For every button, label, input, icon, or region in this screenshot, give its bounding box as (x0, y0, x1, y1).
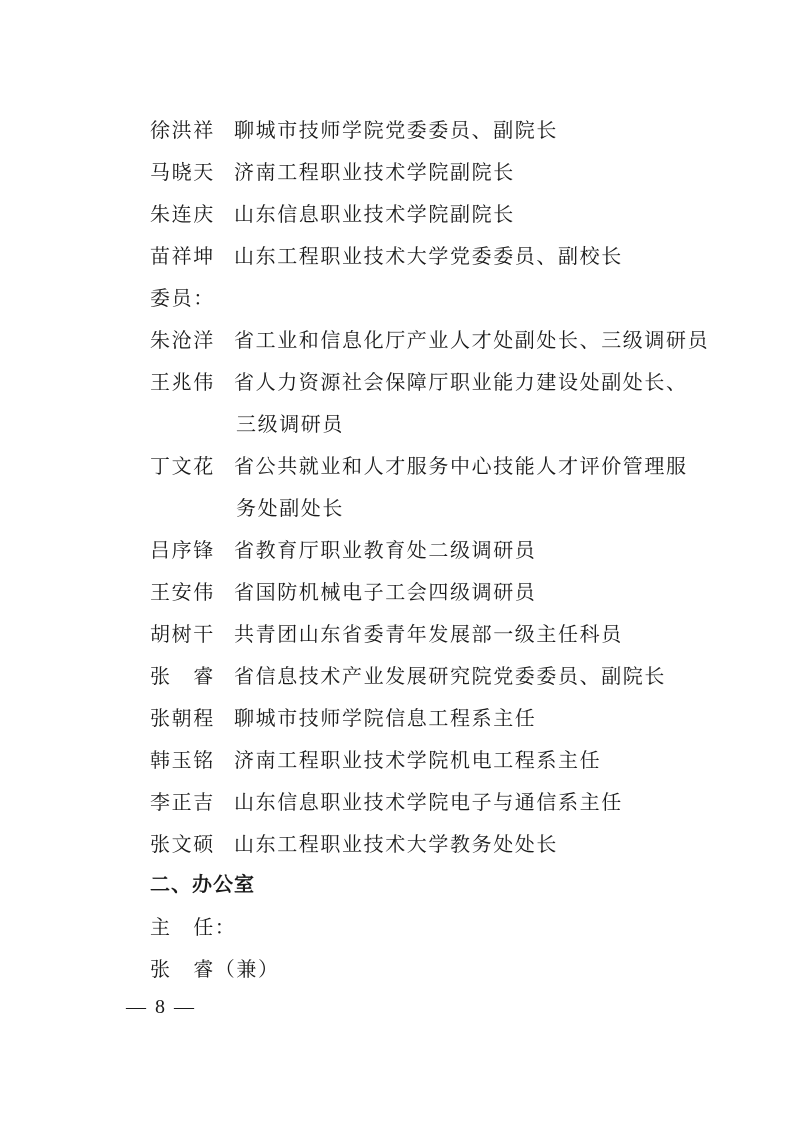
list-item (150, 664, 666, 688)
list-item (150, 790, 623, 814)
person-role-continuation: 三级调研员 (236, 412, 344, 436)
person-name: 徐洪祥 (150, 118, 215, 142)
list-item (150, 328, 709, 352)
person-name: 朱沧洋 (150, 328, 215, 352)
person-role: 省教育厅职业教育处二级调研员 (234, 538, 537, 562)
person-name: 王安伟 (150, 580, 215, 604)
list-item (150, 454, 688, 478)
list-item (150, 832, 558, 856)
list-item (150, 706, 536, 730)
person-name: 张文硕 (150, 832, 215, 856)
person-role: 省人力资源社会保障厅职业能力建设处副处长、 (234, 370, 688, 394)
person-role: 山东工程职业技术大学教务处处长 (234, 832, 558, 856)
list-item (150, 580, 536, 604)
person-role: 山东工程职业技术大学党委委员、副校长 (234, 244, 623, 268)
person-name: 李正吉 (150, 790, 215, 814)
list-item (150, 160, 515, 184)
person-name: 胡树干 (150, 622, 215, 646)
person-role: 共青团山东省委青年发展部一级主任科员 (234, 622, 623, 646)
section-heading: 二、办公室 (150, 872, 255, 896)
person-role: 省信息技术产业发展研究院党委委员、副院长 (234, 664, 666, 688)
person-role: 山东信息职业技术学院副院长 (234, 202, 515, 226)
person-role: 济南工程职业技术学院机电工程系主任 (234, 748, 602, 772)
person-role: 济南工程职业技术学院副院长 (234, 160, 515, 184)
person-name: 王兆伟 (150, 370, 215, 394)
list-item (150, 370, 688, 394)
person-name: 韩玉铭 (150, 748, 215, 772)
list-item (150, 118, 558, 142)
director-name: 张 睿（兼） (150, 957, 280, 981)
person-role: 聊城市技师学院党委委员、副院长 (234, 118, 558, 142)
list-item (150, 202, 515, 226)
person-role-continuation: 务处副处长 (236, 496, 344, 520)
director-label: 主 任： (150, 915, 237, 939)
person-role: 山东信息职业技术学院电子与通信系主任 (234, 790, 623, 814)
person-name: 张 睿 (150, 664, 215, 688)
person-name: 苗祥坤 (150, 244, 215, 268)
list-item (150, 538, 536, 562)
person-role: 省工业和信息化厅产业人才处副处长、三级调研员 (234, 328, 710, 352)
person-name: 吕序锋 (150, 538, 215, 562)
page-number: — 8 — (126, 996, 196, 1018)
list-item (150, 748, 601, 772)
person-role: 省公共就业和人才服务中心技能人才评价管理服 (234, 454, 688, 478)
person-role: 省国防机械电子工会四级调研员 (234, 580, 537, 604)
list-item (150, 622, 623, 646)
person-role: 聊城市技师学院信息工程系主任 (234, 706, 537, 730)
person-name: 朱连庆 (150, 202, 215, 226)
list-item (150, 244, 623, 268)
members-label: 委员： (150, 286, 215, 310)
person-name: 丁文花 (150, 454, 215, 478)
person-name: 马晓天 (150, 160, 215, 184)
person-name: 张朝程 (150, 706, 215, 730)
